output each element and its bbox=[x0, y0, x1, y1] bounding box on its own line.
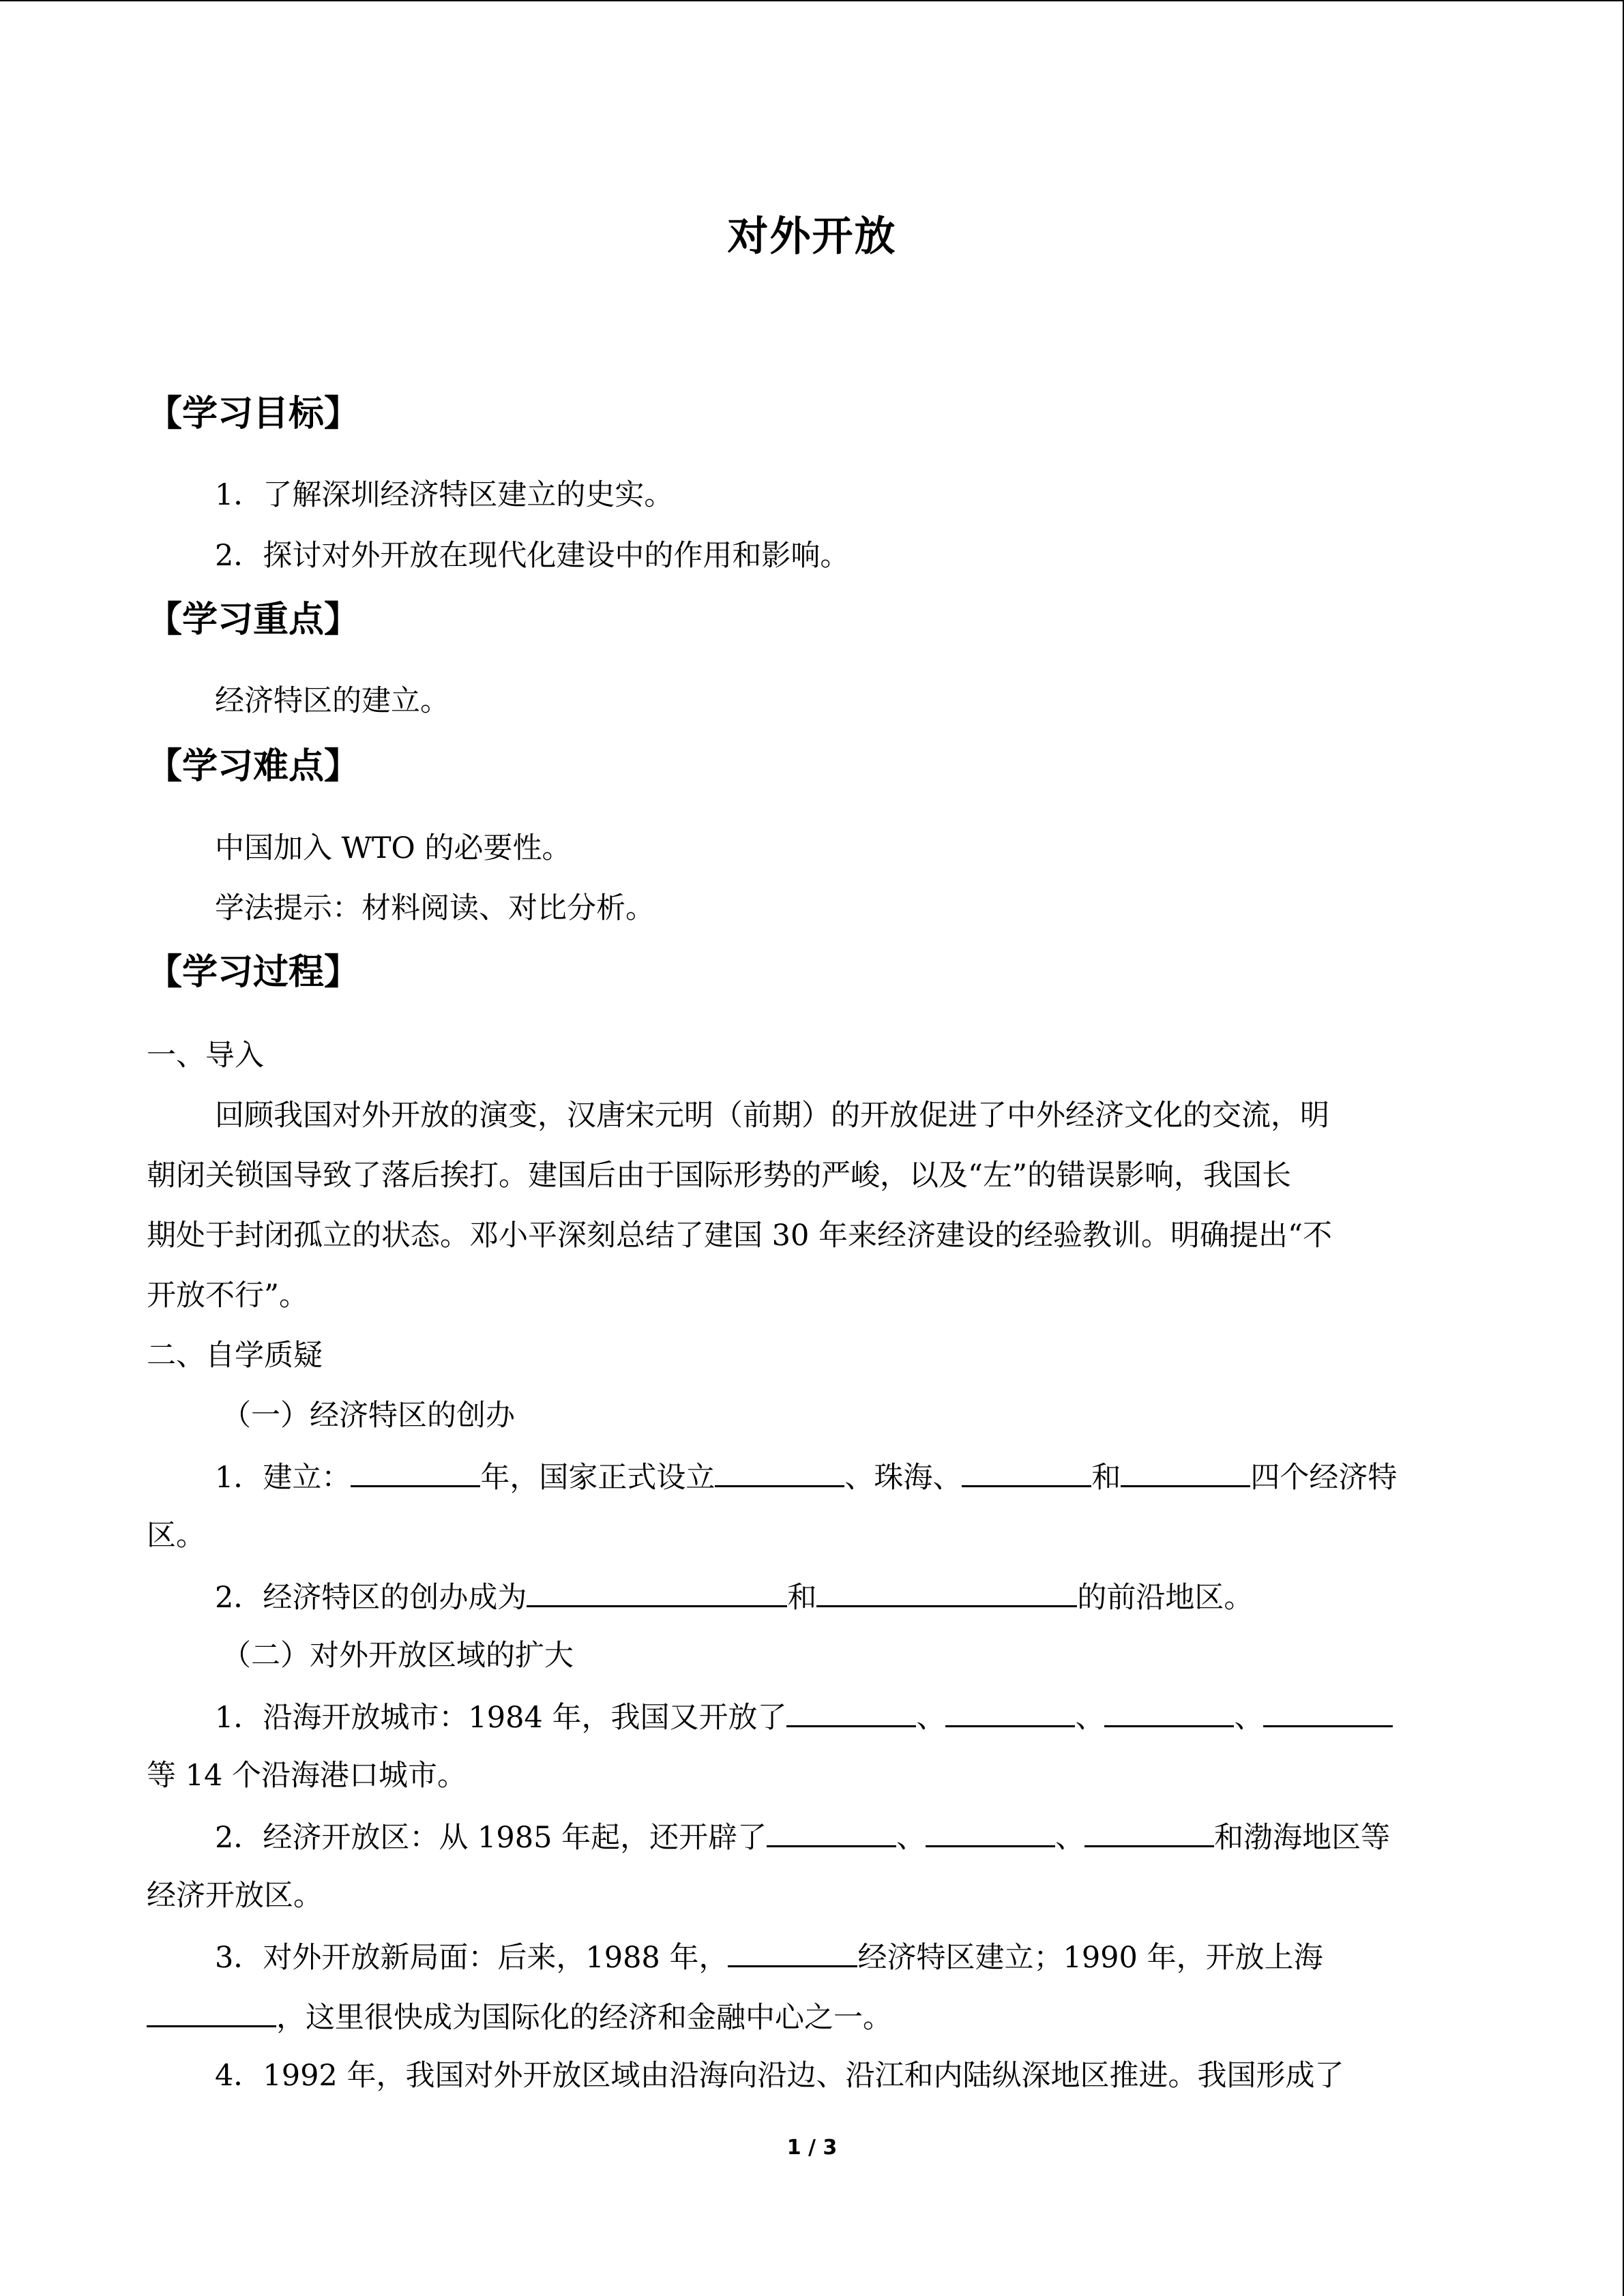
q2-prefix: 2．经济特区的创办成为 bbox=[215, 1581, 527, 1615]
question-4-continued: 经济开放区。 bbox=[147, 1879, 323, 1913]
focus-text: 经济特区的建立。 bbox=[215, 684, 449, 718]
focus-heading: 【学习重点】 bbox=[147, 599, 360, 640]
q3-blank-1[interactable] bbox=[786, 1695, 916, 1727]
question-3-continued: 等 14 个沿海港口城市。 bbox=[147, 1759, 467, 1793]
intro-line-3: 期处于封闭孤立的状态。邓小平深刻总结了建国 30 年来经济建设的经验教训。明确提出“不 bbox=[147, 1219, 1333, 1253]
document-title: 对外开放 bbox=[727, 213, 897, 260]
question-6: 4．1992 年，我国对外开放区域由沿海向沿边、沿江和内陆纵深地区推进。我国形成了 bbox=[215, 2059, 1344, 2093]
difficulty-heading: 【学习难点】 bbox=[147, 746, 360, 787]
q2-part-3: 的前沿地区。 bbox=[1077, 1581, 1254, 1615]
q4-blank-1[interactable] bbox=[767, 1815, 896, 1847]
question-4 bbox=[215, 1815, 1390, 1858]
q5-blank-2[interactable] bbox=[147, 1995, 276, 2027]
page-indicator: 1 / 3 bbox=[786, 2136, 838, 2160]
q5-cont-text: ，这里很快成为国际化的经济和金融中心之一。 bbox=[276, 2001, 892, 2035]
q1-part-3: 、珠海、 bbox=[844, 1461, 962, 1495]
q4-part-4: 和渤海地区等 bbox=[1214, 1821, 1391, 1855]
question-5 bbox=[215, 1935, 1323, 1978]
goals-heading: 【学习目标】 bbox=[147, 393, 360, 434]
q4-sep-2: 、 bbox=[1055, 1821, 1085, 1855]
sub1-title: （一）经济特区的创办 bbox=[222, 1399, 515, 1433]
question-1 bbox=[215, 1455, 1397, 1498]
q3-blank-2[interactable] bbox=[945, 1695, 1075, 1727]
q2-blank-1[interactable] bbox=[527, 1575, 787, 1607]
q1-blank-city-3[interactable] bbox=[1121, 1455, 1250, 1487]
q1-part-4: 和 bbox=[1091, 1461, 1121, 1495]
q1-part-2: 年，国家正式设立 bbox=[480, 1461, 715, 1495]
intro-title: 一、导入 bbox=[147, 1039, 264, 1073]
goal-item-2: 2．探讨对外开放在现代化建设中的作用和影响。 bbox=[215, 539, 850, 573]
q1-blank-city-1[interactable] bbox=[715, 1455, 844, 1487]
self-study-title: 二、自学质疑 bbox=[147, 1339, 323, 1373]
goal-item-1: 1．了解深圳经济特区建立的史实。 bbox=[215, 478, 674, 512]
q3-prefix: 1．沿海开放城市：1984 年，我国又开放了 bbox=[215, 1701, 787, 1735]
q5-prefix: 3．对外开放新局面：后来，1988 年， bbox=[215, 1941, 728, 1975]
q3-sep-2: 、 bbox=[1075, 1701, 1105, 1735]
q3-blank-3[interactable] bbox=[1104, 1695, 1234, 1727]
q5-part-2: 经济特区建立；1990 年，开放上海 bbox=[857, 1941, 1323, 1975]
q4-prefix: 2．经济开放区：从 1985 年起，还开辟了 bbox=[215, 1821, 767, 1855]
q3-blank-4[interactable] bbox=[1263, 1695, 1393, 1727]
difficulty-text: 中国加入 WTO 的必要性。 bbox=[215, 831, 572, 865]
q4-blank-2[interactable] bbox=[926, 1815, 1055, 1847]
intro-line-1: 回顾我国对外开放的演变，汉唐宋元明（前期）的开放促进了中外经济文化的交流，明 bbox=[215, 1099, 1329, 1133]
q1-part-5: 四个经济特 bbox=[1250, 1461, 1398, 1495]
q2-part-2: 和 bbox=[787, 1581, 817, 1615]
q1-prefix: 1．建立： bbox=[215, 1461, 351, 1495]
question-1-continued: 区。 bbox=[147, 1519, 205, 1553]
question-3 bbox=[215, 1695, 1393, 1738]
sub2-title: （二）对外开放区域的扩大 bbox=[222, 1639, 574, 1673]
process-heading: 【学习过程】 bbox=[147, 952, 360, 993]
q5-blank-1[interactable] bbox=[728, 1935, 857, 1967]
method-tip: 学法提示：材料阅读、对比分析。 bbox=[215, 891, 655, 925]
q1-blank-city-2[interactable] bbox=[962, 1455, 1091, 1487]
intro-line-2: 朝闭关锁国导致了落后挨打。建国后由于国际形势的严峻，以及“左”的错误影响，我国长 bbox=[147, 1159, 1291, 1193]
q2-blank-2[interactable] bbox=[816, 1575, 1077, 1607]
question-2 bbox=[215, 1575, 1253, 1618]
question-5-continued bbox=[147, 1995, 892, 2038]
q4-blank-3[interactable] bbox=[1084, 1815, 1214, 1847]
q4-sep-1: 、 bbox=[896, 1821, 926, 1855]
q3-sep-3: 、 bbox=[1234, 1701, 1264, 1735]
q3-sep-1: 、 bbox=[916, 1701, 946, 1735]
q1-blank-year[interactable] bbox=[351, 1455, 480, 1487]
intro-line-4: 开放不行”。 bbox=[147, 1279, 308, 1313]
